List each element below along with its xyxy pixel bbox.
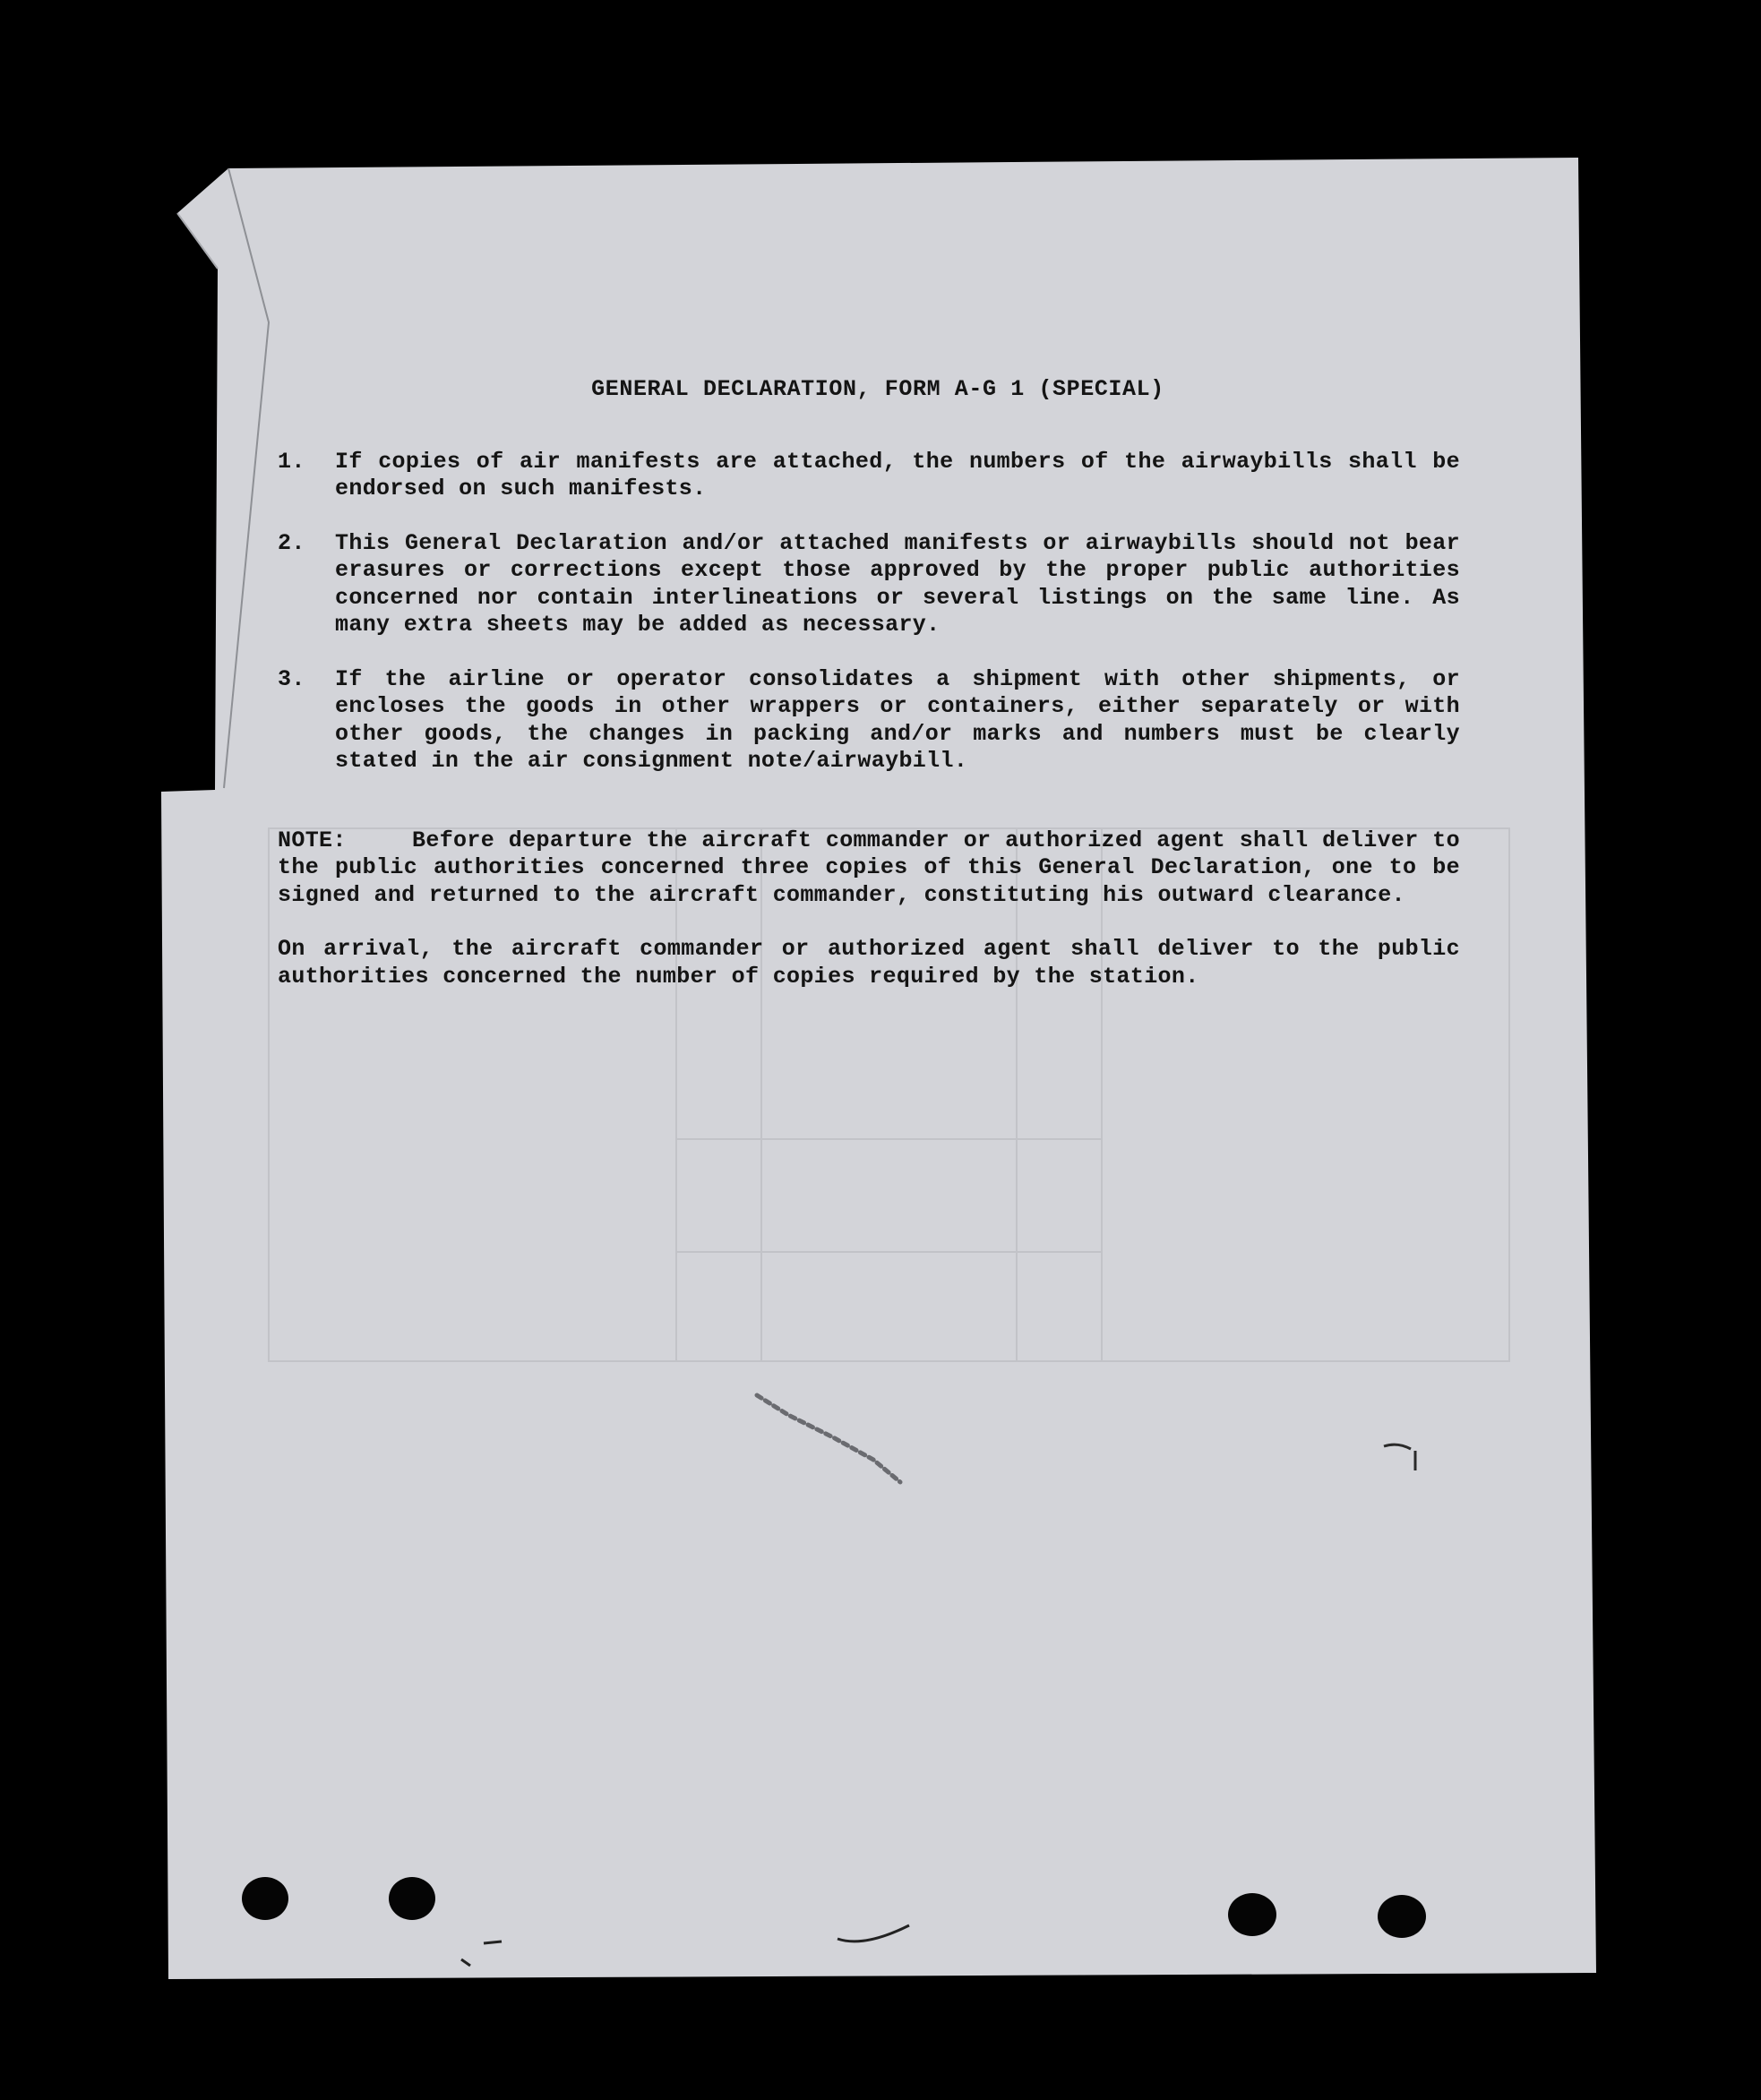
item-number: 2. <box>278 529 305 556</box>
arrival-paragraph: On arrival, the aircraft commander or authorized agent shall deliver to the public authorities concerned the number of copies required by the station. <box>278 936 1460 990</box>
item-text: This General Declaration and/or attached manifests or airwaybills should not bear erasures or corrections except those approved by the proper public authorities concerned nor contain interlineations or several listings on the same line. As many extra sheets may be added as necessary. <box>335 529 1460 638</box>
item-number: 1. <box>278 448 305 475</box>
note-section <box>278 827 1460 991</box>
list-item <box>278 449 1460 503</box>
document-body <box>278 376 1460 1017</box>
punch-hole <box>1228 1893 1276 1936</box>
item-number: 3. <box>278 665 305 692</box>
note-label: NOTE: <box>278 827 347 853</box>
punch-hole <box>242 1877 288 1920</box>
list-item <box>278 666 1460 776</box>
punch-hole <box>389 1877 435 1920</box>
item-text: If the airline or operator consolidates a shipment with other shipments, or encloses the goods in other wrappers or containers, either separately or with other goods, the changes in packing and/or marks and numbers must be clearly stated in the air consignment note/airwaybill. <box>335 665 1460 774</box>
note-text: Before departure the aircraft commander or authorized agent shall deliver to the public authorities concerned three copies of this General Declaration, one to be signed and returned to the aircraft commander, constituting his outward clearance. <box>278 827 1460 908</box>
document-title: GENERAL DECLARATION, FORM A-G 1 (SPECIAL) <box>591 376 1164 402</box>
punch-hole <box>1378 1895 1426 1938</box>
item-text: If copies of air manifests are attached, the numbers of the airwaybills shall be endorsed on such manifests. <box>335 448 1460 501</box>
note-paragraph <box>278 827 1460 910</box>
list-item <box>278 530 1460 639</box>
